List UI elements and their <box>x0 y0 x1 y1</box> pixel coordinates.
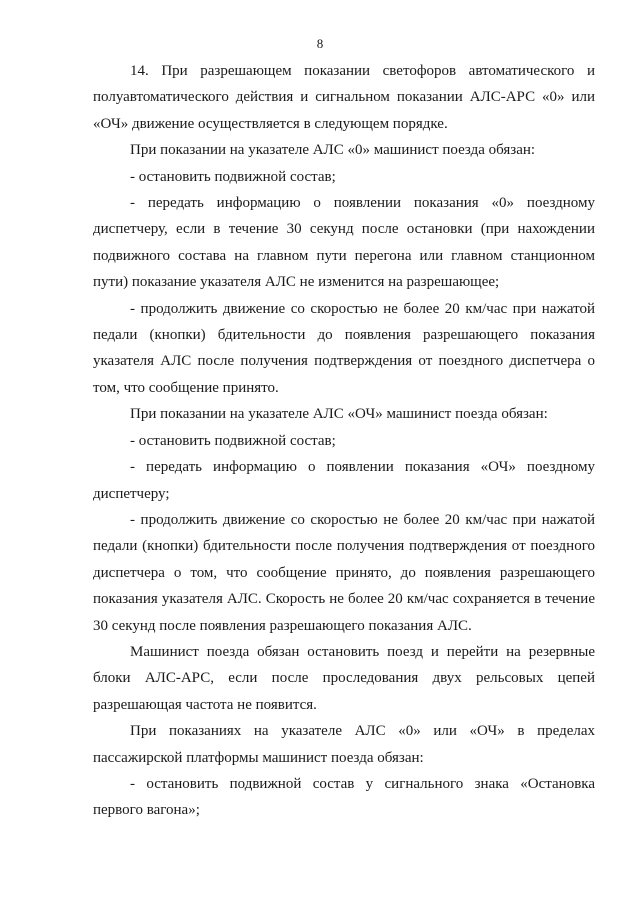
paragraph-och-signal-heading: При показании на указателе АЛС «ОЧ» машинист поезда обязан: <box>130 406 548 423</box>
paragraph-reserve-blocks: Машинист поезда обязан остановить поезд и перейти на резервные блоки АЛС-АРС, если после проследования двух рельсовых цепей разрешающая частота не появится. <box>93 643 595 713</box>
list-item-continue-movement-och: - продолжить движение со скоростью не более 20 км/час при нажатой педали (кнопки) бдительности после получения подтверждения от поездного диспетчера о том, что сообщение принято, до появления разрешающего показания указателя АЛС. Скорость не более 20 км/час сохраняется в течение 30 секунд после появления разрешающего показания АЛС. <box>93 511 595 634</box>
list-item-stop-at-sign: - остановить подвижной состав у сигнального знака «Остановка первого вагона»; <box>93 775 595 819</box>
paragraph-platform-heading: При показаниях на указателе АЛС «0» или «ОЧ» в пределах пассажирской платформы машинист поезда обязан: <box>93 723 595 766</box>
list-item-stop-train-och: - остановить подвижной состав; <box>130 432 336 449</box>
paragraph-zero-signal-heading: При показании на указателе АЛС «0» машинист поезда обязан: <box>130 142 536 159</box>
list-item-inform-dispatcher-zero: - передать информацию о появлении показания «0» поездному диспетчеру, если в течение 30 секунд после остановки (при нахождении подвижного состава на главном пути перегона или главном станционном пути) показание указателя АЛС не изменится на разрешающее; <box>93 195 595 291</box>
list-item-inform-dispatcher-och: - передать информацию о появлении показания «ОЧ» поездному диспетчеру; <box>93 459 595 502</box>
list-item-continue-movement-zero: - продолжить движение со скоростью не более 20 км/час при нажатой педали (кнопки) бдительности до появления разрешающего показания указателя АЛС после получения подтверждения от поездного диспетчера о том, что сообщение принято. <box>93 300 595 396</box>
document-body <box>93 58 595 824</box>
page-number: 8 <box>316 36 324 51</box>
list-item-stop-train: - остановить подвижной состав; <box>130 168 336 185</box>
paragraph-14-intro: 14. При разрешающем показании светофоров автоматического и полуавтоматического действия и сигнальном показании АЛС-АРС «0» или «ОЧ» движение осуществляется в следующем порядке. <box>93 63 595 132</box>
